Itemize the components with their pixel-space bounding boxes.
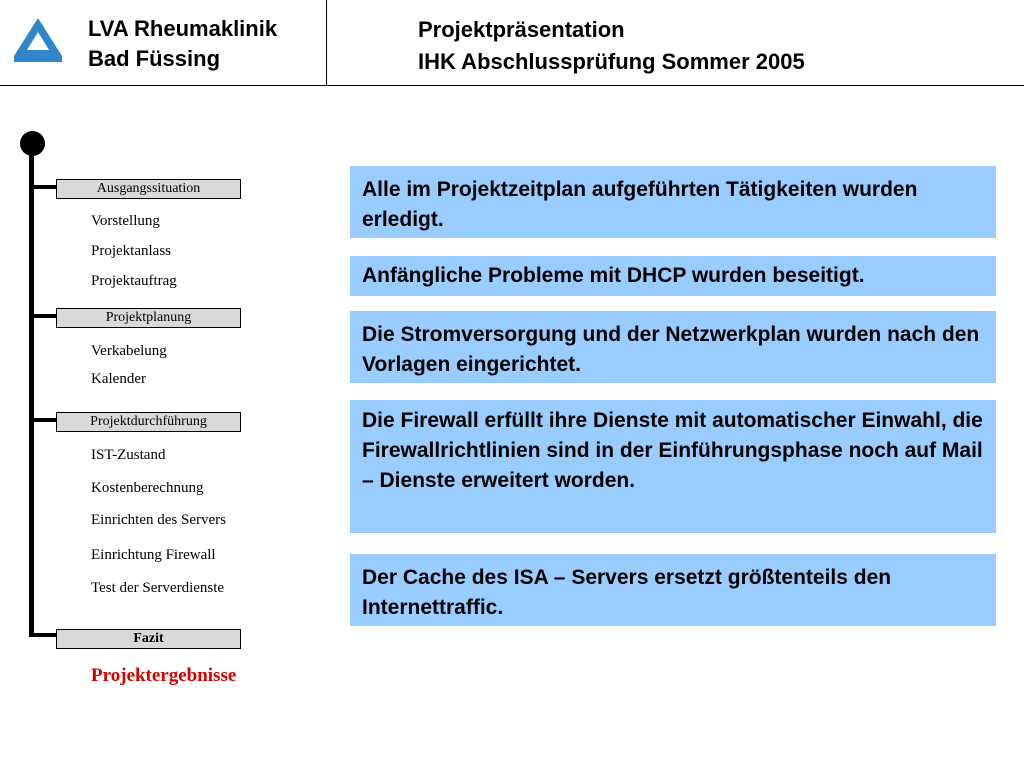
nav-item-projektauftrag[interactable]: Projektauftrag: [91, 273, 177, 289]
nav-item-verkabelung[interactable]: Verkabelung: [91, 343, 167, 359]
result-panel-3: Die Stromversorgung und der Netzwerkplan wurden nach den Vorlagen eingerichtet.: [350, 311, 996, 383]
timeline-connector: [29, 418, 57, 422]
nav-item-ist-zustand[interactable]: IST-Zustand: [91, 447, 166, 463]
nav-item-projektanlass[interactable]: Projektanlass: [91, 243, 171, 259]
timeline-connector: [29, 185, 57, 189]
org-line-1: LVA Rheumaklinik: [88, 16, 278, 41]
result-panel-5: Der Cache des ISA – Servers ersetzt größtenteils den Internettraffic.: [350, 554, 996, 626]
timeline-connector: [29, 314, 57, 318]
nav-item-vorstellung[interactable]: Vorstellung: [91, 213, 160, 229]
nav-item-einrichten-servers[interactable]: Einrichten des Servers: [91, 512, 226, 528]
timeline-connector: [29, 633, 57, 637]
header-rule: [0, 85, 1024, 86]
section-projektdurchfuehrung[interactable]: Projektdurchführung: [56, 412, 241, 432]
header-divider: [326, 0, 327, 86]
section-projektplanung[interactable]: Projektplanung: [56, 308, 241, 328]
organization-name: [88, 14, 277, 74]
result-panel-2: Anfängliche Probleme mit DHCP wurden beseitigt.: [350, 256, 996, 296]
nav-item-projektergebnisse-active[interactable]: Projektergebnisse: [91, 665, 237, 686]
nav-item-kalender[interactable]: Kalender: [91, 371, 146, 387]
title-line-2: IHK Abschlussprüfung Sommer 2005: [418, 49, 805, 74]
result-panel-1: Alle im Projektzeitplan aufgeführten Tätigkeiten wurden erledigt.: [350, 166, 996, 238]
org-line-2: Bad Füssing: [88, 46, 221, 71]
triangle-logo-icon: [12, 16, 64, 64]
nav-item-kostenberechnung[interactable]: Kostenberechnung: [91, 480, 204, 496]
section-fazit[interactable]: Fazit: [56, 629, 241, 649]
section-ausgangssituation[interactable]: Ausgangssituation: [56, 179, 241, 199]
presentation-title: [418, 14, 805, 78]
timeline-line: [29, 150, 34, 637]
nav-item-test-serverdienste[interactable]: Test der Serverdienste: [91, 580, 225, 596]
nav-item-einrichtung-firewall[interactable]: Einrichtung Firewall: [91, 547, 216, 563]
result-panel-4: Die Firewall erfüllt ihre Dienste mit automatischer Einwahl, die Firewallrichtlinien sind in der Einführungsphase noch auf Mail – Dienste erweitert worden.: [350, 400, 996, 533]
title-line-1: Projektpräsentation: [418, 17, 625, 42]
